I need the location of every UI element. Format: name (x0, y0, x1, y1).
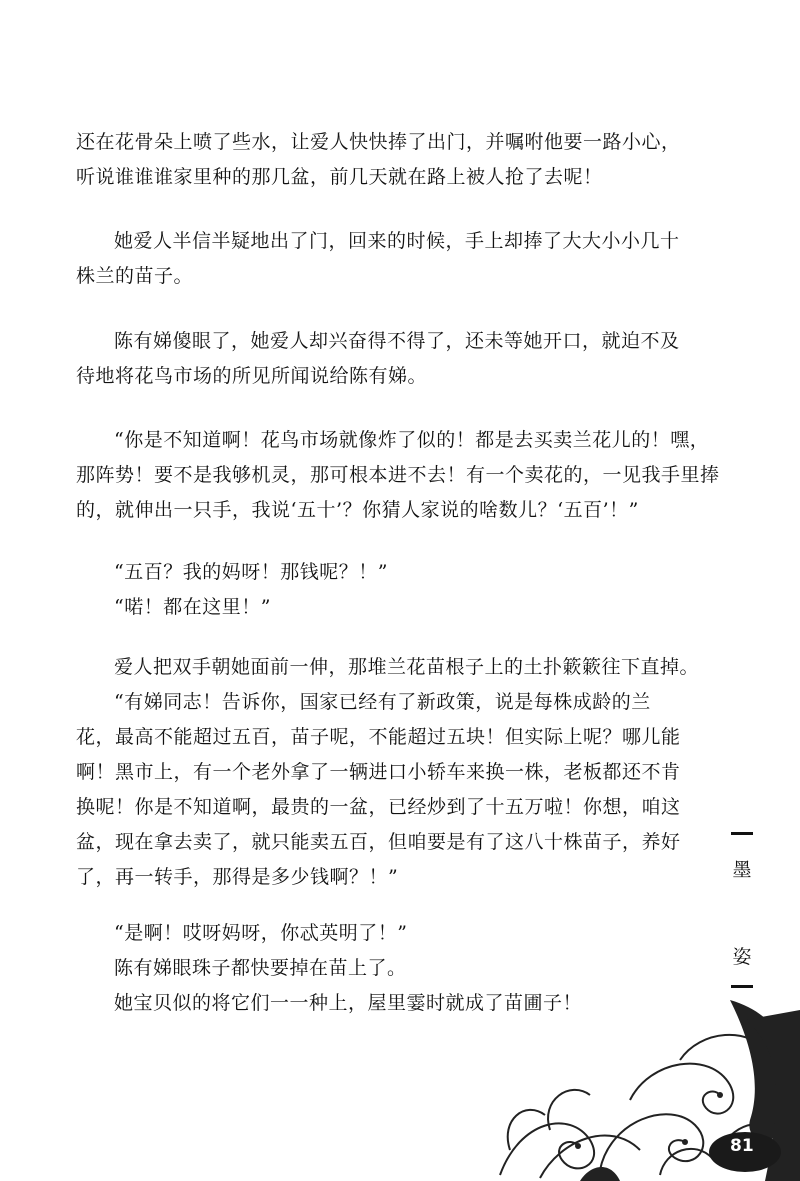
paragraph (76, 555, 676, 625)
text-line: 了，再一转手，那得是多少钱啊？！” (76, 866, 399, 888)
text-line: 花，最高不能超过五百，苗子呢，不能超过五块！但实际上呢？哪儿能 (76, 726, 681, 748)
paragraph (76, 423, 720, 528)
text-line: 盆，现在拿去卖了，就只能卖五百，但咱要是有了这八十株苗子，养好 (76, 831, 681, 853)
paragraph (76, 224, 680, 294)
text-line: 陈有娣眼珠子都快要掉在苗上了。 (114, 957, 407, 979)
paragraph (76, 125, 681, 195)
text-line: 的，就伸出一只手，我说‘五十’？你猜人家说的啥数儿？‘五百’！” (76, 499, 639, 521)
text-line: “你是不知道啊！花鸟市场就像炸了似的！都是去买卖兰花儿的！嘿， (114, 429, 710, 451)
text-line: 她宝贝似的将它们一一种上，屋里霎时就成了苗圃子！ (114, 992, 583, 1014)
title-bar-bottom (731, 985, 753, 988)
text-line: 还在花骨朵上喷了些水，让爱人快快捧了出门，并嘱咐他要一路小心， (76, 131, 681, 153)
text-line: 株兰的苗子。 (76, 265, 194, 287)
paragraph (76, 650, 700, 895)
text-line: “有娣同志！告诉你，国家已经有了新政策，说是每株成龄的兰 (114, 691, 651, 713)
side-title-char: 姿 (732, 946, 752, 968)
text-line: “五百？我的妈呀！那钱呢？！” (114, 561, 388, 583)
side-title-char: 墨 (732, 859, 752, 881)
page-number: 81 (730, 1136, 754, 1156)
title-bar-top (731, 832, 753, 835)
text-line: 待地将花鸟市场的所见所闻说给陈有娣。 (76, 365, 428, 387)
text-line: 她爱人半信半疑地出了门，回来的时候，手上却捧了大大小小几十 (114, 230, 680, 252)
text-line: “喏！都在这里！” (114, 596, 271, 618)
text-line: “是啊！哎呀妈呀，你忒英明了！” (114, 922, 408, 944)
text-line: 那阵势！要不是我够机灵，那可根本进不去！有一个卖花的，一见我手里捧 (76, 464, 720, 486)
text-line: 陈有娣傻眼了，她爱人却兴奋得不得了，还未等她开口，就迫不及 (114, 330, 680, 352)
paragraph (76, 324, 680, 394)
text-line: 听说谁谁谁家里种的那几盆，前几天就在路上被人抢了去呢！ (76, 166, 603, 188)
text-line: 换呢！你是不知道啊，最贵的一盆，已经炒到了十五万啦！你想，咱这 (76, 796, 681, 818)
text-line: 啊！黑市上，有一个老外拿了一辆进口小轿车来换一株，老板都还不肯 (76, 761, 681, 783)
text-line: 爱人把双手朝她面前一伸，那堆兰花苗根子上的土扑簌簌往下直掉。 (114, 656, 700, 678)
